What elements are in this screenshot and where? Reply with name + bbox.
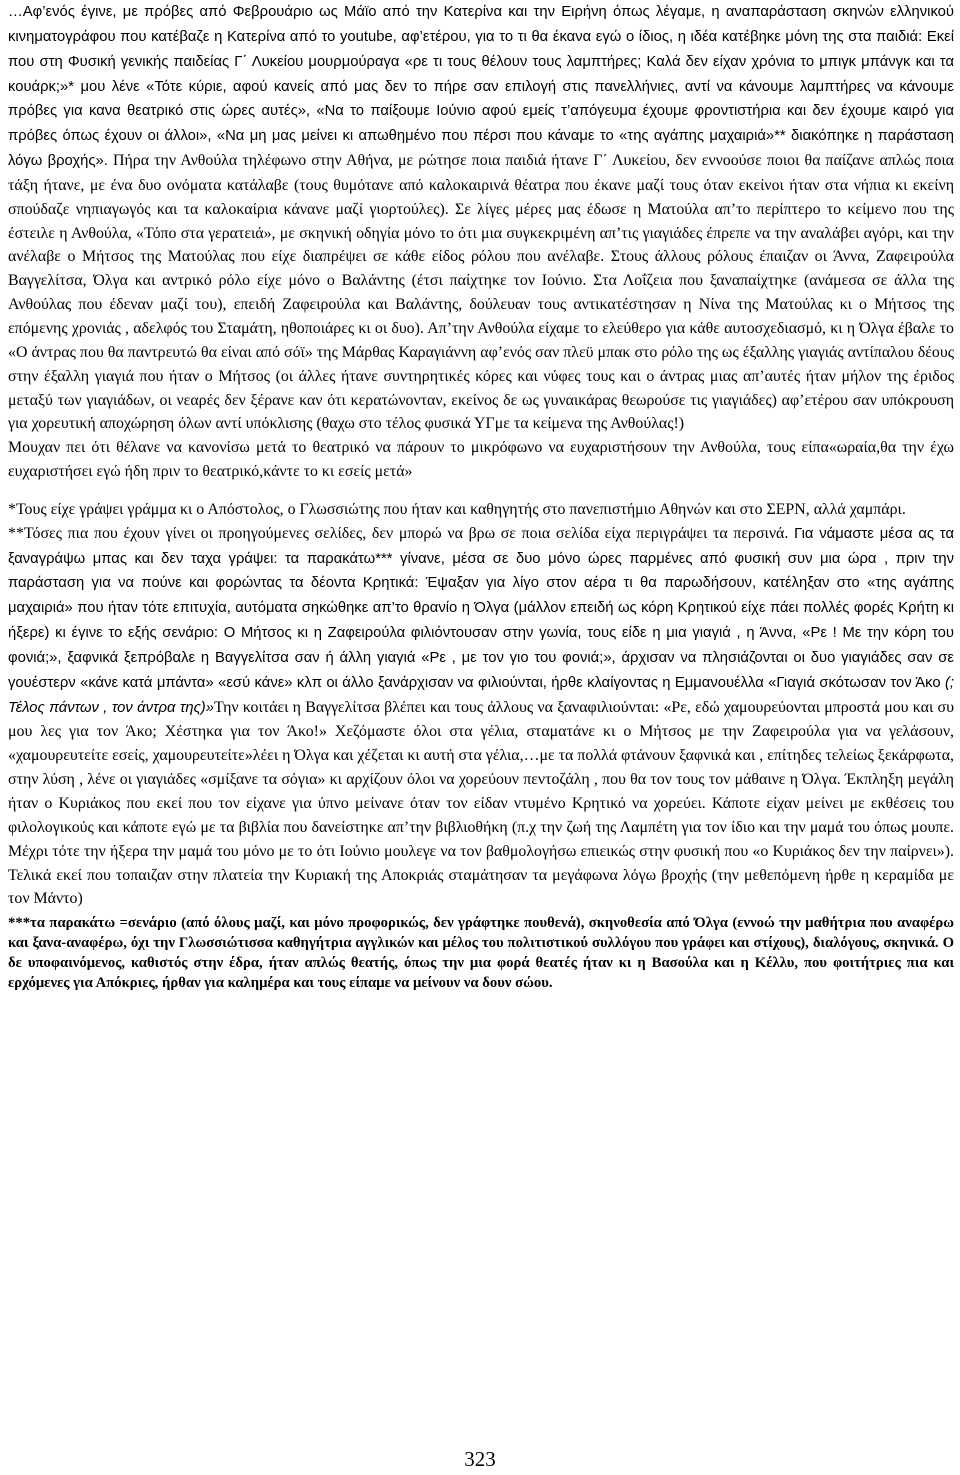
- footnote-triple-asterisk: ***τα παρακάτω =σενάριο (από όλους μαζί, και μόνο προφορικώς, δεν γράφτηκε πουθενά), σκηνοθεσία από Όλγα (εννοώ την μαθήτρια που αναφέρω και ξανα-αναφέρω, όχι την Γλωσσιώτισσα καθηγήτρια αγγλικών και μέλος του πολιτιστικού συλλόγου που γράφει και στίχους), διαλόγους, σκηνικά. Ο δε υποφαινόμενος, καθιστός στην έδρα, ήταν απλώς θεατής, όπως την μια φορά θεατές ήταν κι η Βασούλα και η Κέλλυ, που φοιτήτριες πια και ερχόμενες για Απόκριες, ήρθαν για καλημέρα και τους είπαμε να μείνουν να δουν σώου.: [8, 915, 954, 992]
- footnote-double-asterisk: [8, 522, 954, 912]
- paragraph-opening-text: …Αφ’ενός έγινε, με πρόβες από Φεβρουάριο ως Μάϊο από την Κατερίνα και την Ειρήνη όπως λέγαμε, η αναπαράσταση σκηνών ελληνικού κινηματογράφου που κατέβαζε η Κατερίνα από το youtube, αφ’ετέρου, για το τι θα έκανα εγώ ο ίδιος, η ιδέα κατέβηκε μόνη της στα παιδιά: Εκεί που στη Φυσική γενικής παιδείας Γ΄ Λυκείου μουρμούραγα «ρε τι τους θέλουν τους λαμπτήρες; Καλά δεν είχαν χρόνια το μπιγκ μπάνγκ και τα κουάρκ;»* μου λένε «Τότε κύριε, αφού κανείς από μας δεν το πήρε σαν επιλογή στις πανελλήνιες, αντί να κάνουμε λαμπτήρες να κάνουμε πρόβες για κανα θεατρικό στις ώρες αυτές», «Να το παίξουμε Ιούνιο αφού εμείς τ’απόγευμα έχουμε φροντιστήρια και δεν έχουμε καιρό για πρόβες όπως έχουν οι άλλοι», «Να μη μας μείνει κι απωθημένο που πέρσι που κάναμε το «της αγάπης μαχαιριά»** διακόπηκε η παράσταση λόγω βροχής».: [8, 4, 954, 170]
- page-number: 323: [464, 1447, 496, 1471]
- closing-paragraph: Μουχαν πει ότι θέλανε να κανονίσω μετά το θεατρικό να πάρουν το μικρόφωνο να ευχαριστήσουν την Ανθούλα, τους είπα«ωραία,θα την έχω ευχαριστήσει εγώ ήδη πριν το θεατρικό,κάντε το κι εσείς μετά»: [8, 439, 954, 481]
- footnote-double-asterisk-story: Για νάμαστε μέσα ας τα ξαναγράψω μπας και δεν ταχα γράψει: τα παρακάτω*** γίνανε, μέσα σε δυο μόνο ώρες παρμένες από φυσική συν μια ώρα , πριν την παράσταση για να πούνε και φορώντας τα δέοντα Κρητικά: Έψαξαν για λίγο στον αέρα τι θα παρωδήσουν, κατέληξαν στο «της αγάπης μαχαιριά» που ήταν τότε επιτυχία, αυτόματα σηκώθηκε απ’το θρανίο η Όλγα (μάλλον επειδή ως κόρη Κρητικού είχε πάει πολλές φορές Κρήτη κι ήξερε) κι έγινε το εξής σενάριο: Ο Μήτσος κι η Ζαφειρούλα φιλιόντουσαν στην γωνία, τους είδε η μια γιαγιά , η Άννα, «Ρε ! Με την κόρη του φονιά;», ξαφνικά ξεπρόβαλε η Βαγγελίτσα σαν ή άλλη γιαγιά «Ρε , με τον γιο του φονιά;», άρχισαν να πλησιάζονται οι δυο γιαγιάδες σαν σε γουέστερν «κάνε κατά μπάντα» «εσύ κάνε» κλπ οι άλλο ξανάρχισαν να φιλιούνται, ήρθε κλαίγοντας η Εμμανουέλλα «Γιαγιά σκότωσαν τον Άκο: [8, 525, 954, 691]
- footnote-italic-aside: (; Τέλος πάντων , τον άντρα της)»: [8, 674, 954, 716]
- main-paragraph: [8, 0, 954, 436]
- footnote-single-asterisk: *Τους είχε γράψει γράμμα κι ο Απόστολος, ο Γλωσσιώτης που ήταν και καθηγητής στο πανεπιστήμιο Αθηνών και στο ΣΕΡΝ, αλλά χαμπάρι.: [8, 500, 906, 518]
- footnote-double-asterisk-intro: **Τόσες πια που έχουν γίνει οι προηγούμενες σελίδες, δεν μπορώ να βρω σε ποια σελίδα είχα περιγράψει τα περσινά.: [8, 524, 789, 542]
- spacer: [8, 484, 954, 498]
- footnote-double-asterisk-continuation: Την κοιτάει η Βαγγελίτσα βλέπει και τους άλλους να ξαναφιλιούνται: «Ρε, εδώ χαμουρεύονται μπροστά μου και συ μου λες για τον Άκο; Χέστηκα για τον Άκο!» Χεζόμαστε όλοι στα γέλια, σταματάνε κι ο Μήτσος με την Ζαφειρούλα για να γελάσουν, «χαμουρευτείτε εσείς, χαμουρευτείτε»λέει η Όλγα και χέζεται κι αυτή στα γέλια,…με τα πολλά φτάνουν ξαφνικά και , επίτηδες τελείως ξεκάρφωτα, στην λύση , λένε οι γιαγιάδες «σμίξανε τα σόγια» κι αρχίζουν όλοι να χορεύουν πεντοζάλη , που θα τον τους τον μάθαινε η Όλγα. Έκπληξη μεγάλη ήταν ο Κυριάκος που εκεί που τον είχανε για ύπνο μείνανε όταν τον είδαν ντυμένο Κρητικό να χορεύει. Κάποτε είχαν μείνει με εκθέσεις του φιλολογικούς και κάποτε εγώ με τα βιβλία που δανείστηκε απ’την βιβλιοθήκη (π.χ την ζωή της Λαμπέτη για τον ίδιο και την μαμά του όπως μουπε. Μέχρι τότε την ήξερα την μαμά του μόνο με το ότι Ιούνιο μουλεγε να τον βαθμολογήσω επιεικώς στην φυσική που «ο Κυριάκος δεν την παίρνει»). Τελικά εκεί που τοπαιζαν στην πλατεία την Κυριακή της Αποκριάς σταμάτησαν τα μεγάφωνα λόγω βροχής (την μεθεπόμενη ήρθε η κεραμίδα με τον Μάντο): [8, 698, 954, 908]
- document-page: [8, 0, 954, 993]
- paragraph-continuation-text: Πήρα την Ανθούλα τηλέφωνο στην Αθήνα, με ρώτησε ποια παιδιά ήτανε Γ΄ Λυκείου, δεν εννοούσε ποιοι θα παίζανε απλώς ποια τάξη ήτανε, με ένα δυο ονόματα κατάλαβε (τους θυμότανε από καλοκαιρινά θέατρα που έκανε μαζί τους όταν εκείνοι ήταν στα νήπια κι εκείνη σπούδαζε νηπιαγωγός και τα καλοκαίρια κάνανε μαζί γιορτούλες). Σε λίγες μέρες μας έδωσε η Ματούλα απ’το περίπτερο το κείμενο που της έστειλε η Ανθούλα, «Τόπο στα γερατειά», με σκηνική οδηγία μόνο το ότι μια συγκεκριμένη απ’τις γιαγιάδες έπρεπε να την αναλάβει αγόρι, και την ανέλαβε ο Μήτσος της Ματούλας που είχε διαπρέψει σε κάθε είδος ρόλου που ανέλαβε. Στους άλλους ρόλους έπαιζαν οι Άννα, Ζαφειρούλα Βαγγελίτσα, Όλγα και αντρικό ρόλο είχε μόνο ο Βαλάντης (έτσι παίχτηκε τον Ιούνιο. Στα Λοΐζεια που ξαναπαίχτηκε (ανάμεσα σε άλλα της Ανθούλας που έδεναν μαζί του), επειδή Ζαφειρούλα και Βαλάντης, δούλευαν τους αντικατέστησαν η Νίνα της Ματούλας κι ο Μήτσος της επόμενης χρονιάς , αδελφός του Σταμάτη, ηθοποιάρες κι οι δυο). Απ’την Ανθούλα είχαμε το ελεύθερο για κάθε αυτοσχεδιασμό, κι η Όλγα έβαλε το «Ο άντρας που θα παντρευτώ θα είναι από σόϊ» της Μάρθας Καραγιάννη αφ’ενός σαν πλεϋ μπακ στο ρόλο της ως έξαλλης γιαγιάς αντίπαλου δέους στην έξαλλη γιαγιά που ήταν ο Μήτσος (οι άλλες ήτανε συντηρητικές κόρες και νύφες τους και ο άντρας μιας απ’αυτές ήταν μήλον της έριδος μεταξύ των γιαγιάδων, οι νεαρές δεν ξέρανε καν ότι κερατώνονταν, εκείνος δε ως γυναικάρας θεωρούσε τις γιαγιάδες) αφ’ετέρου σαν υπόκρουση για χορευτική αποχώρηση όλων αντί υπόκλισης (θαχω στο τέλος φυσικά ΥΓμε τα κείμενα της Ανθούλας!): [8, 152, 954, 433]
